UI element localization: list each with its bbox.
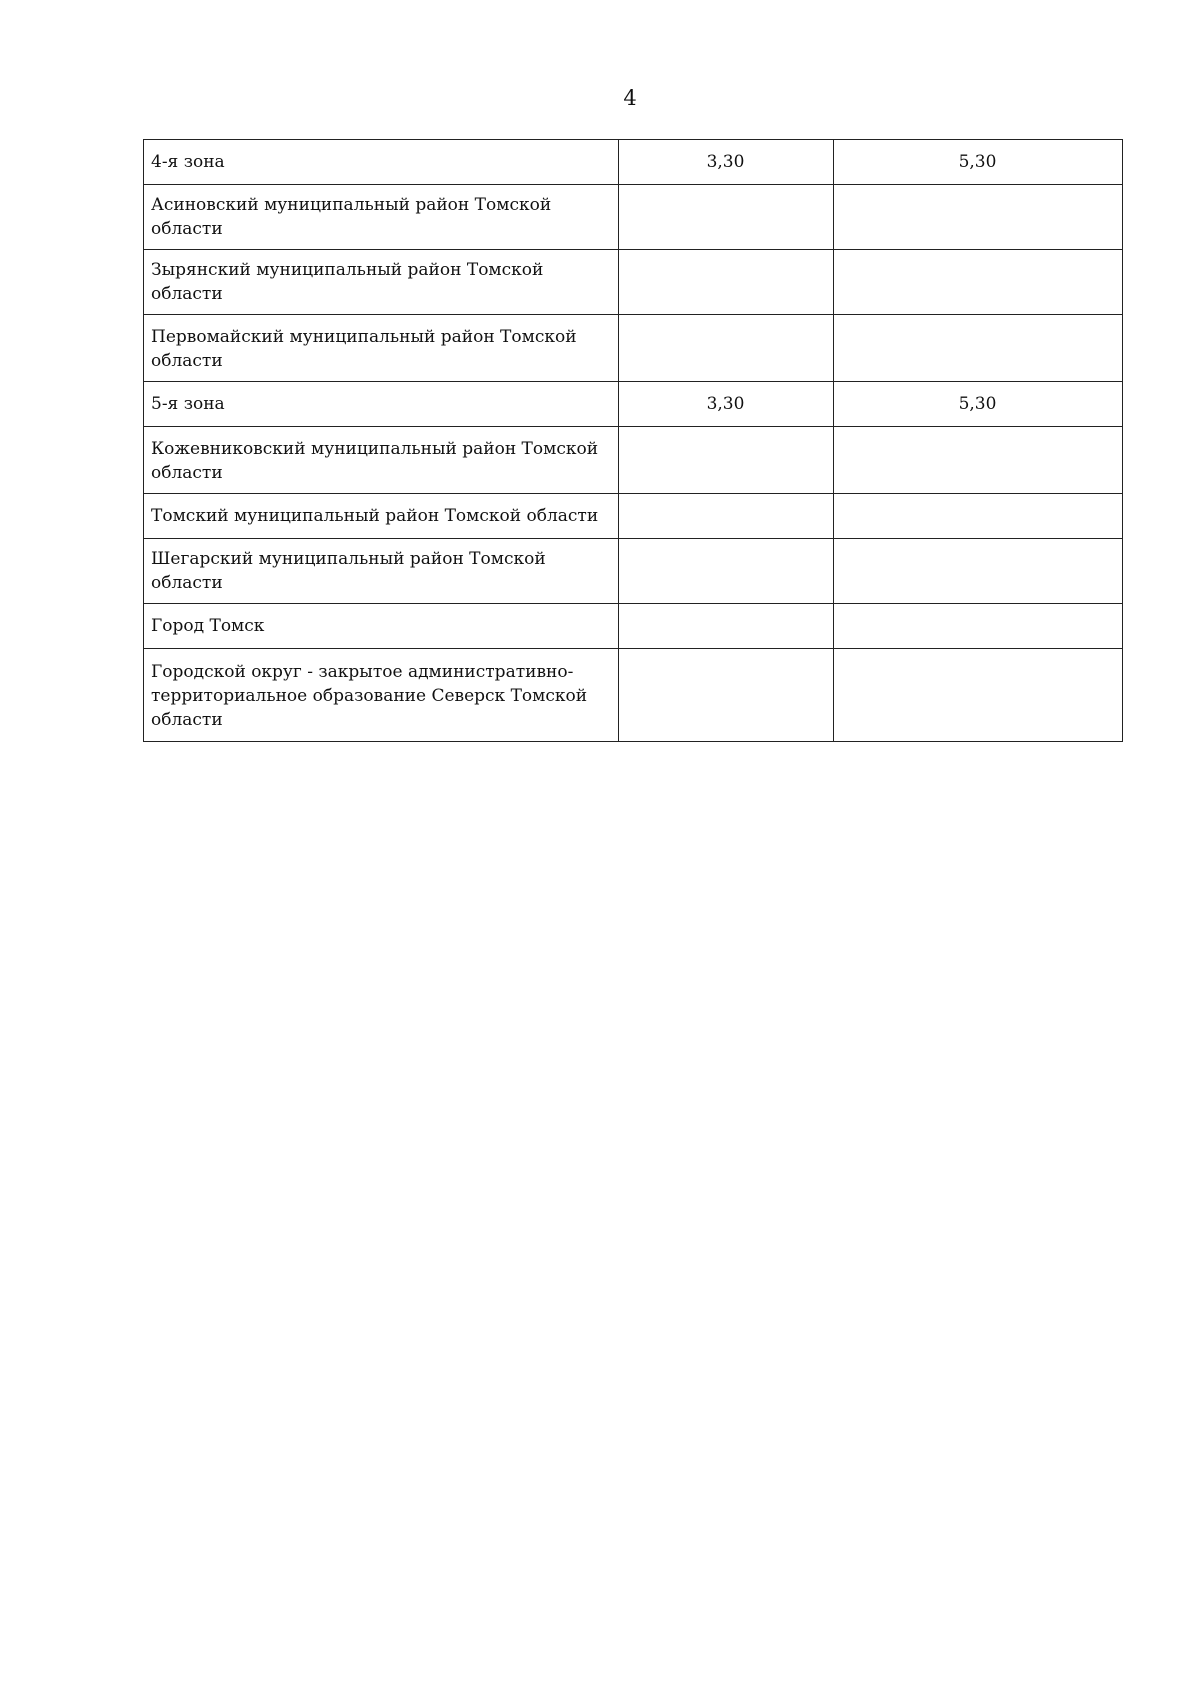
- table-cell-name: Кожевниковский муниципальный район Томской области: [144, 427, 619, 494]
- table-row: [144, 315, 1123, 382]
- table-cell-value-2: [834, 604, 1123, 649]
- table-cell-value-1: [619, 185, 834, 250]
- table-row: [144, 427, 1123, 494]
- table-cell-value-1: [619, 315, 834, 382]
- table-cell-value-2: 5,30: [834, 140, 1123, 185]
- table-cell-value-2: [834, 185, 1123, 250]
- table-cell-name: 5-я зона: [144, 382, 619, 427]
- table-cell-value-2: [834, 250, 1123, 315]
- table-cell-name: Шегарский муниципальный район Томской области: [144, 539, 619, 604]
- page-number: 4: [623, 86, 637, 110]
- table-cell-name: Город Томск: [144, 604, 619, 649]
- table-row-zone-4: [144, 140, 1123, 185]
- table-cell-value-2: [834, 539, 1123, 604]
- table-row: [144, 604, 1123, 649]
- table-cell-value-2: [834, 494, 1123, 539]
- table-cell-name: Асиновский муниципальный район Томской области: [144, 185, 619, 250]
- table-row: [144, 185, 1123, 250]
- table-cell-name: 4-я зона: [144, 140, 619, 185]
- zone-table: [143, 139, 1123, 742]
- table-cell-value-2: [834, 649, 1123, 742]
- table-row-zone-5: [144, 382, 1123, 427]
- table-cell-value-2: 5,30: [834, 382, 1123, 427]
- table-cell-value-1: [619, 427, 834, 494]
- table-cell-value-2: [834, 315, 1123, 382]
- table-cell-name: Томский муниципальный район Томской области: [144, 494, 619, 539]
- table-cell-name: Зырянский муниципальный район Томской области: [144, 250, 619, 315]
- table-cell-value-1: [619, 494, 834, 539]
- table-cell-name: Городской округ - закрытое административно-территориальное образование Северск Томской области: [144, 649, 619, 742]
- table-cell-value-1: 3,30: [619, 140, 834, 185]
- table-row: [144, 494, 1123, 539]
- table-cell-value-1: [619, 250, 834, 315]
- table-cell-value-1: 3,30: [619, 382, 834, 427]
- table-row: [144, 250, 1123, 315]
- table-cell-value-1: [619, 539, 834, 604]
- table-cell-value-2: [834, 427, 1123, 494]
- table-cell-value-1: [619, 649, 834, 742]
- table-cell-name: Первомайский муниципальный район Томской области: [144, 315, 619, 382]
- table-cell-value-1: [619, 604, 834, 649]
- table-row: [144, 539, 1123, 604]
- table-row: [144, 649, 1123, 742]
